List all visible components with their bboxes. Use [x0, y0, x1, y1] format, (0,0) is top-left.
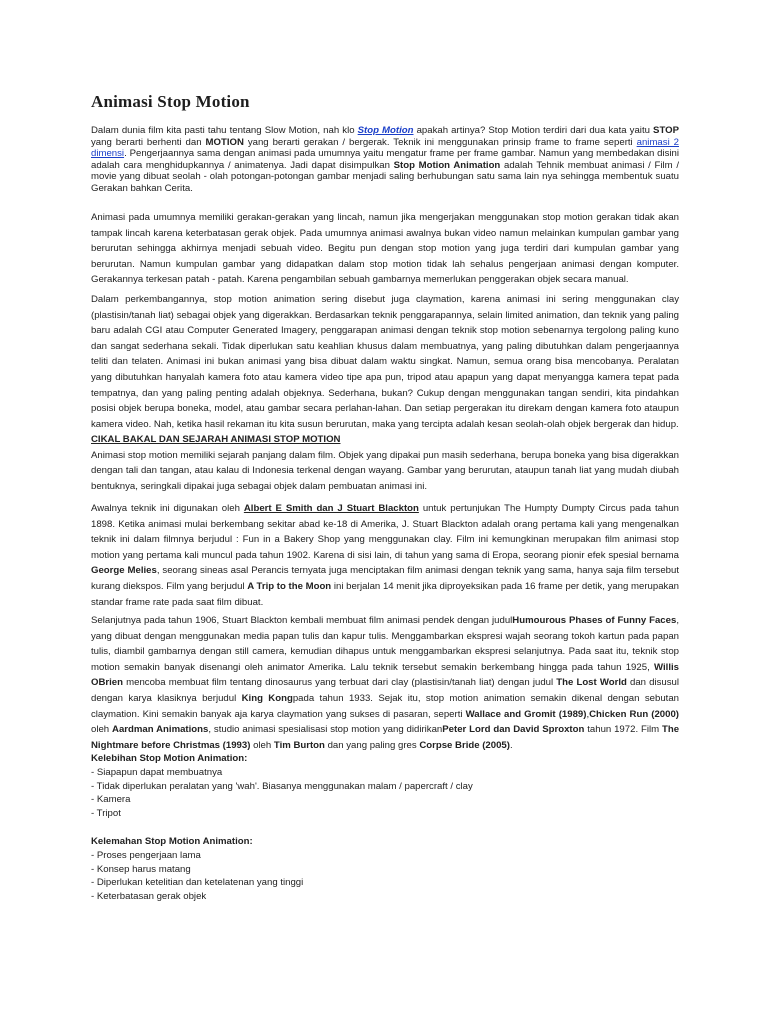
paragraph-2: Animasi pada umumnya memiliki gerakan-gerakan yang lincah, namun jika mengerjakan menggunakan stop motion gerakan tidak akan tampak lincah karena keterbatasan gerak objek. Pada umumnya animasi awalnya bukan video namun melainkan kumpulan gambar yang berurutan sehingga akhirnya menjadi sebuah video. Begitu pun dengan stop motion yang juga terdiri dari kumpulan gambar yang berurutan. Namun kumpulan gambar yang didapatkan dalam stop motion tidak lah sehalus pengerjaan animasi dengan komputer. Gerakannya terkesan patah - patah. Karena pengambilan sebuah gambarnya memerlukan penggerakan objek secara manual.: [91, 212, 679, 286]
intro-text-6: adalah Tehnik membuat animasi / Film / movie yang dibuat seolah - olah potongan-potongan gambar menjadi saling berhubungan satu sama lain nya sehingga membentuk suatu Gerakan bahkan Cerita.: [91, 159, 679, 194]
paragraph-2-block: [91, 210, 679, 288]
page-title: Animasi Stop Motion: [91, 92, 250, 111]
p6-bold-1: Humourous Phases of Funny Faces: [512, 615, 677, 626]
advantages-list: [91, 766, 679, 821]
intro-paragraph: [91, 125, 679, 194]
p6-bold-6: Chicken Run (2000): [589, 708, 679, 720]
animasi-2-dimensi-link[interactable]: animasi 2 dimensi: [91, 136, 679, 159]
p6-text-3: mencoba membuat film tentang dinosaurus yang terbuat dari clay (plastisin/tanah liat) dengan judul: [123, 677, 557, 689]
list-item: - Proses pengerjaan lama: [91, 849, 201, 861]
p6-text-12: .: [509, 739, 513, 751]
list-item: - Tidak diperlukan peralatan yang 'wah'. Biasanya menggunakan malam / papercraft / clay: [91, 780, 473, 792]
paragraph-6-block: [91, 613, 679, 753]
p5-text-4: ini berjalan 14 menit jika diproyeksikan pada 16 frame per detik, yang merupakan standar frame rate pada saat film dibuat.: [91, 580, 680, 608]
paragraph-5-block: [91, 501, 679, 610]
p6-bold-8: Peter Lord dan David Sproxton: [442, 724, 585, 736]
disadvantages-heading: Kelemahan Stop Motion Animation:: [91, 836, 253, 847]
p6-bold-9: The Nightmare before Christmas (1993): [91, 724, 680, 751]
list-item: - Diperlukan ketelitian dan ketelatenan yang tinggi: [91, 877, 304, 889]
p6-bold-11: Corpse Bride (2005): [419, 739, 510, 751]
paragraph-5: [91, 501, 679, 610]
intro-text-4: yang berarti gerakan / bergerak. Teknik ini menggunakan prinsip frame to frame seperti: [243, 136, 637, 148]
p6-text-6: ,: [586, 708, 590, 720]
paragraph-3: Dalam perkembangannya, stop motion animation sering disebut juga claymation, karena animasi ini sering menggunakan clay (plastisin/tanah liat) sebagai objek yang digerakkan. Berdasarkan teknik penggarapannya, selain limited animation, dan teknik yang paling baru adalah CGI atau Computer Generated Imagery, penggarapan animasi dengan teknik stop motion sebenarnya tergolong paling kuno dan sangat sederhana sekali. Tidak diperlukan satu keahlian khusus dalam membuatnya, yang paling dibutuhkan dalam pengerjaannya teliti dan telaten. Animasi ini bukan animasi yang bisa dibuat dalam waktu singkat. Namun, semua orang bisa mencobanya. Peralatan yang dibutuhkan hanyalah kamera foto atau kamera video tipe apa pun, tripod atau apapun yang dapat menyangga kamera tepat pada tempatnya, dan yang paling penting adalah objeknya. Sederhana, bukan? Cukup dengan menggunakan tangan sendiri, kita pindahkan posisi objek berupa boneka, model, atau gambar secara perlahan-lahan. Dan setiap pergerakan itu direkam dengan kamera foto ataupun kamera video. Nah, ketika hasil rekaman itu kita susun berurutan, maka yang tercipta adalah kesan seolah-olah objek bergerak dan hidup.: [91, 294, 679, 430]
p6-text-1: Selanjutnya pada tahun 1906, Stuart Blackton kembali membuat film animasi pendek dengan judul: [91, 615, 513, 626]
advantages-section: [91, 752, 679, 821]
p6-text-11: dan yang paling gres: [324, 739, 420, 751]
stop-motion-link[interactable]: Stop Motion: [357, 125, 414, 136]
list-item: - Kamera: [91, 794, 131, 806]
p5-bold-smith-blackton: Albert E Smith dan J Stuart Blackton: [243, 503, 419, 514]
intro-bold-stop: STOP: [653, 125, 679, 136]
p6-text-10: oleh: [250, 739, 274, 751]
history-section: [91, 432, 679, 494]
p5-text-1: Awalnya teknik ini digunakan oleh: [91, 503, 244, 514]
advantages-heading: Kelebihan Stop Motion Animation:: [91, 753, 248, 764]
intro-text-1: Dalam dunia film kita pasti tahu tentang Slow Motion, nah klo: [91, 125, 358, 136]
disadvantages-list: [91, 849, 679, 904]
paragraph-4: Animasi stop motion memiliki sejarah panjang dalam film. Objek yang dipakai pun masih sederhana, berupa boneka yang bisa digerakkan dengan tali dan tangan, atau kalau di Indonesia terkenal dengan wayang. Gambar yang berurutan, ataupun tanah liat yang mudah diubah bentuknya, seringkali dipakai juga sebagai objek dalam pembuatan animasi ini.: [91, 449, 679, 492]
p6-text-4: dan disusul dengan karya klasiknya berjudul: [91, 677, 680, 704]
list-item: - Konsep harus matang: [91, 863, 191, 875]
paragraph-6: [91, 613, 679, 753]
history-heading-text: CIKAL BAKAL DAN SEJARAH ANIMASI STOP MOTION: [91, 434, 341, 445]
paragraph-3-block: [91, 292, 679, 432]
p5-bold-melies: George Melies: [91, 565, 157, 577]
intro-bold-sma: Stop Motion Animation: [393, 159, 501, 171]
list-item: - Tripot: [91, 808, 121, 820]
p5-bold-trip-moon: A Trip to the Moon: [247, 580, 332, 592]
p6-text-9: tahun 1972. Film: [584, 724, 662, 736]
p6-text-5: pada tahun 1933. Sejak itu, stop motion animation semakin dikenal dengan sebutan claymation. Kini semakin banyak aja karya claymation yang sukses di pasaran, seperti: [91, 692, 680, 720]
p6-text-7: oleh: [91, 724, 113, 736]
history-heading: [91, 432, 679, 448]
list-item: - Keterbatasan gerak objek: [91, 891, 207, 903]
p5-text-2: untuk pertunjukan The Humpty Dumpty Circus pada tahun 1898. Ketika animasi mulai berkembang sekitar abad ke-18 di Amerika, J. Stuart Blackton adalah orang pertama kali yang mengenalkan teknik ini dalam filmnya berjudul : Fun in a Bakery Shop yang menggunakan clay. Film ini kemungkinan merupakan film animasi stop motion yang pertama kali muncul pada tahun 1902. Karena di sisi lain, di tahun yang sama di Eropa, seorang pionir efek spesial bernama: [91, 503, 679, 561]
p6-bold-7: Aardman Animations: [112, 724, 209, 736]
intro-bold-motion: MOTION: [205, 136, 244, 148]
p6-bold-10: Tim Burton: [273, 739, 325, 751]
intro-text-5: . Pengerjaannya sama dengan animasi pada umumnya yaitu mengatur frame per frame gambar. Namun yang membedakan disini adalah cara menghidupkannya / animatenya. Jadi dapat disimpulkan: [91, 148, 679, 171]
p6-text-8: , studio animasi spesialisasi stop motion yang didirikan: [208, 724, 443, 736]
p6-bold-4: King Kong: [241, 692, 293, 704]
intro-text-2: apakah artinya? Stop Motion terdiri dari dua kata yaitu: [413, 125, 654, 136]
p6-bold-5: Wallace and Gromit (1989): [465, 708, 587, 720]
list-item: - Siapapun dapat membuatnya: [91, 766, 223, 778]
disadvantages-section: [91, 835, 679, 904]
p6-text-2: , yang dibuat dengan menggunakan media papan tulis dan kapur tulis. Menggambarkan ekspresi wajah seorang tokoh kartun pada papan tulis, diambil gambarnya dengan still camera, kemudian dihapus untuk menggambarkan ekspresi selanjutnya. Pada saat itu, teknik stop motion semakin banyak disenangi oleh animator Amerika. Lalu teknik tersebut semakin berkembang hingga pada tahun 1925,: [91, 615, 679, 673]
p6-bold-3: The Lost World: [556, 677, 627, 689]
p5-text-3: , seorang sineas asal Perancis ternyata juga menciptakan film animasi dengan teknik yang sama, hanya saja film tersebut kurang diekspos. Film yang berjudul: [91, 565, 679, 592]
p6-bold-2: Willis OBrien: [91, 661, 679, 689]
intro-text-3: yang berarti berhenti dan: [91, 136, 206, 148]
intro-paragraph-block: [91, 125, 679, 194]
